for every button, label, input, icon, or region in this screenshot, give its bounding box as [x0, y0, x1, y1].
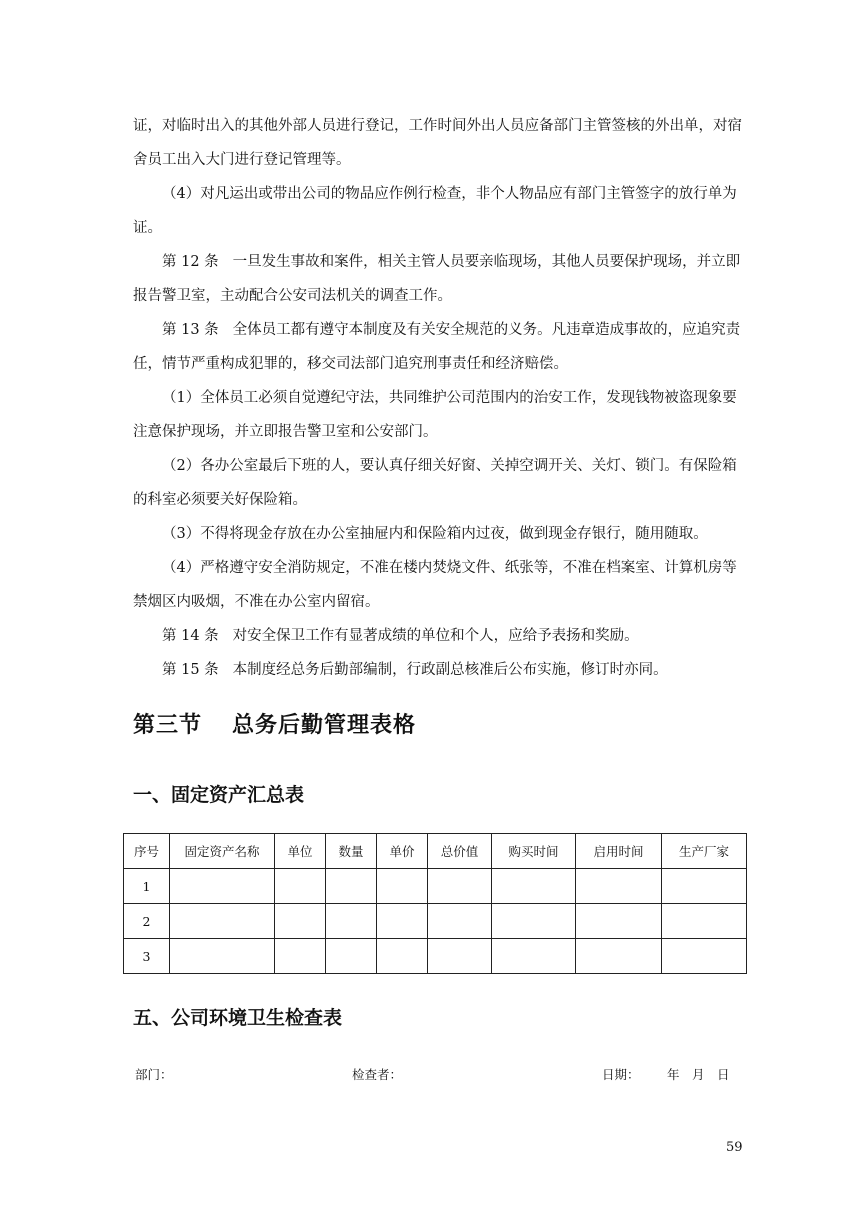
- article-label: 第 13 条: [162, 322, 219, 338]
- paragraph-item-4: （4）严格遵守安全消防规定，不准在楼内焚烧文件、纸张等，不准在档案室、计算机房等禁烟区内吸烟，不准在办公室内留宿。: [133, 560, 737, 610]
- column-header: 单价: [377, 834, 428, 869]
- table-row: [124, 904, 747, 939]
- paragraph-1: 证，对临时出入的其他外部人员进行登记，工作时间外出人员应备部门主管签核的外出单，对宿舍员工出入大门进行登记管理等。: [133, 118, 742, 168]
- page-number: 59: [726, 1140, 743, 1155]
- article-14: 第 14 条 对安全保卫工作有显著成绩的单位和个人，应给予表扬和奖励。: [162, 628, 639, 644]
- table-row: [124, 939, 747, 974]
- column-header: 序号: [124, 834, 170, 869]
- inspector-label: 检查者：: [352, 1067, 403, 1082]
- fixed-assets-heading: 一、固定资产汇总表: [133, 784, 305, 806]
- row-number: 2: [124, 904, 170, 939]
- table-row: [124, 869, 747, 904]
- column-header: 总价值: [428, 834, 492, 869]
- article-label: 第 12 条: [162, 254, 219, 270]
- column-header: 购买时间: [492, 834, 576, 869]
- date-format: 年 月 日: [667, 1067, 730, 1082]
- paragraph-item-2: （2）各办公室最后下班的人，要认真仔细关好窗、关掉空调开关、关灯、锁门。有保险箱的科室必须要关好保险箱。: [133, 458, 737, 508]
- article-12: 第 12 条 一旦发生事故和案件，相关主管人员要亲临现场，其他人员要保护现场，并立即报告警卫室，主动配合公安司法机关的调查工作。: [133, 254, 741, 304]
- column-header: 生产厂家: [662, 834, 747, 869]
- article-13: 第 13 条 全体员工都有遵守本制度及有关安全规范的义务。凡违章造成事故的，应追究责任，情节严重构成犯罪的，移交司法部门追究刑事责任和经济赔偿。: [133, 322, 741, 372]
- column-header: 启用时间: [576, 834, 662, 869]
- table-header-row: [124, 834, 747, 869]
- paragraph-2: （4）对凡运出或带出公司的物品应作例行检查，非个人物品应有部门主管签字的放行单为证。: [133, 186, 737, 236]
- row-number: 3: [124, 939, 170, 974]
- article-label: 第 14 条: [162, 628, 219, 644]
- paragraph-item-3: （3）不得将现金存放在办公室抽屉内和保险箱内过夜，做到现金存银行，随用随取。: [162, 526, 708, 542]
- column-header: 数量: [326, 834, 377, 869]
- date-label: 日期：: [602, 1067, 640, 1082]
- article-label: 第 15 条: [162, 662, 219, 678]
- hygiene-inspection-heading: 五、公司环境卫生检查表: [133, 1007, 343, 1029]
- fixed-assets-table: [123, 833, 747, 974]
- column-header: 单位: [275, 834, 326, 869]
- column-header: 固定资产名称: [170, 834, 275, 869]
- section-heading: 第三节 总务后勤管理表格: [133, 713, 417, 738]
- row-number: 1: [124, 869, 170, 904]
- paragraph-item-1: （1）全体员工必须自觉遵纪守法，共同维护公司范围内的治安工作，发现钱物被盗现象要注意保护现场，并立即报告警卫室和公安部门。: [133, 390, 737, 440]
- article-15: 第 15 条 本制度经总务后勤部编制，行政副总核准后公布实施，修订时亦同。: [162, 662, 668, 678]
- department-label: 部门：: [135, 1067, 173, 1082]
